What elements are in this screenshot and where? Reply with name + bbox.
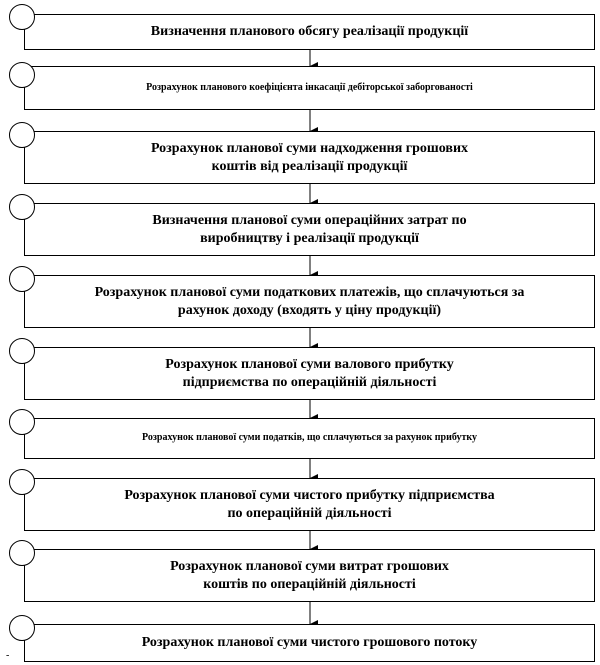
step-text-8: Розрахунок планової суми чистого прибутку підприємства по операційній діяльності [124,488,495,521]
step-marker-circle-7 [9,409,35,435]
step-box-9 [24,549,595,602]
step-marker-circle-8 [9,469,35,495]
step-text-3: Розрахунок планової суми надходження грошових коштів від реалізації продукції [150,141,469,174]
step-text-7: Розрахунок планової суми податків, що сплачуються за рахунок прибутку [142,432,477,444]
step-marker-circle-5 [9,266,35,292]
step-marker-circle-3 [9,122,35,148]
step-box-8 [24,478,595,531]
step-box-2 [24,66,595,110]
step-text-6: Розрахунок планової суми валового прибутку підприємства по операційній діяльності [165,357,454,390]
step-marker-circle-10 [9,615,35,641]
step-text-5: Розрахунок планової суми податкових платежів, що сплачуються за рахунок доходу (входять у ціну продукції) [94,285,525,318]
step-box-3 [24,131,595,184]
step-marker-circle-1 [9,4,35,30]
step-marker-circle-2 [9,62,35,88]
step-box-10 [24,624,595,662]
step-text-1: Визначення планового обсягу реалізації продукції [150,24,469,40]
step-text-9: Розрахунок планової суми витрат грошових коштів по операційній діяльності [170,559,449,592]
step-text-2: Розрахунок планового коефіцієнта інкасації дебіторської заборгованості [146,81,473,93]
step-marker-circle-6 [9,338,35,364]
step-box-6 [24,347,595,400]
step-text-4: Визначення планової суми операційних затрат по виробництву і реалізації продукції [152,213,467,246]
step-box-1 [24,14,595,50]
step-box-7 [24,418,595,459]
step-box-4 [24,203,595,256]
footer-mark: - [6,650,10,661]
step-box-5 [24,275,595,328]
step-marker-circle-9 [9,540,35,566]
step-marker-circle-4 [9,194,35,220]
step-text-10: Розрахунок планової суми чистого грошового потоку [141,635,478,651]
